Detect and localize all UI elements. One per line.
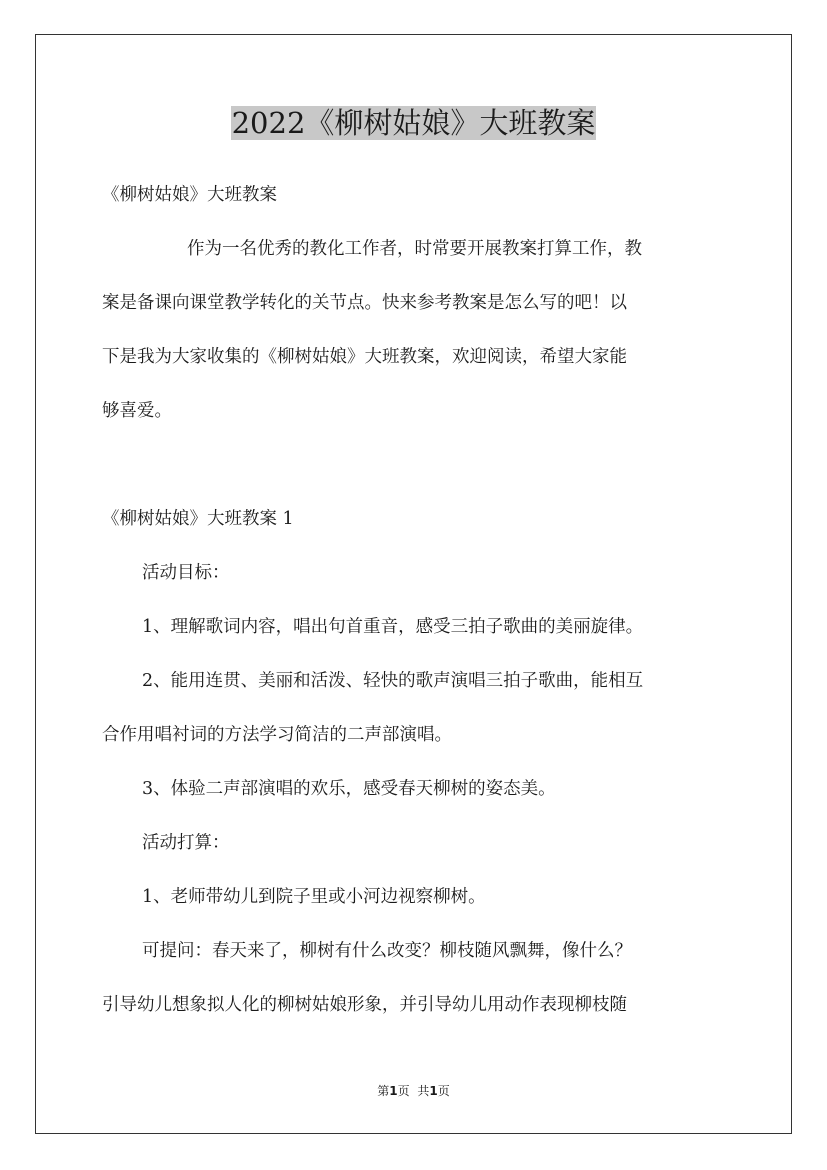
footer-page-label: 第 [377,1084,390,1098]
intro-line-4: 够喜爱。 [102,401,172,421]
document-title [0,103,827,143]
section-title: 《柳树姑娘》大班教案 1 [102,509,294,529]
goal-1: 1、理解歌词内容，唱出句首重音，感受三拍子歌曲的美丽旋律。 [142,617,644,637]
footer-total-num: 1 [429,1084,438,1098]
footer-total-label: 共 [417,1084,430,1098]
goal-3: 3、体验二声部演唱的欢乐，感受春天柳树的姿态美。 [142,779,556,799]
goals-heading: 活动目标： [142,563,230,583]
page-footer [0,1083,827,1099]
prep-1: 1、老师带幼儿到院子里或小河边视察柳树。 [142,887,486,907]
document-title-text: 2022《柳树姑娘》大班教案 [231,106,596,140]
subtitle: 《柳树姑娘》大班教案 [102,185,277,205]
intro-line-1: 作为一名优秀的教化工作者，时常要开展教案打算工作，教 [187,239,642,259]
footer-total-unit: 页 [437,1084,450,1098]
intro-line-2: 案是备课向课堂教学转化的关节点。快来参考教案是怎么写的吧！以 [102,293,627,313]
footer-page-unit: 页 [397,1084,410,1098]
intro-line-3: 下是我为大家收集的《柳树姑娘》大班教案，欢迎阅读，希望大家能 [102,347,627,367]
footer-page-num: 1 [389,1084,398,1098]
goal-2-line-2: 合作用唱衬词的方法学习简洁的二声部演唱。 [102,725,452,745]
question-line-1: 可提问：春天来了，柳树有什么改变？柳枝随风飘舞，像什么？ [142,941,632,961]
question-line-2: 引导幼儿想象拟人化的柳树姑娘形象，并引导幼儿用动作表现柳枝随 [102,995,627,1015]
goal-2-line-1: 2、能用连贯、美丽和活泼、轻快的歌声演唱三拍子歌曲，能相互 [142,671,644,691]
prep-heading: 活动打算： [142,833,230,853]
